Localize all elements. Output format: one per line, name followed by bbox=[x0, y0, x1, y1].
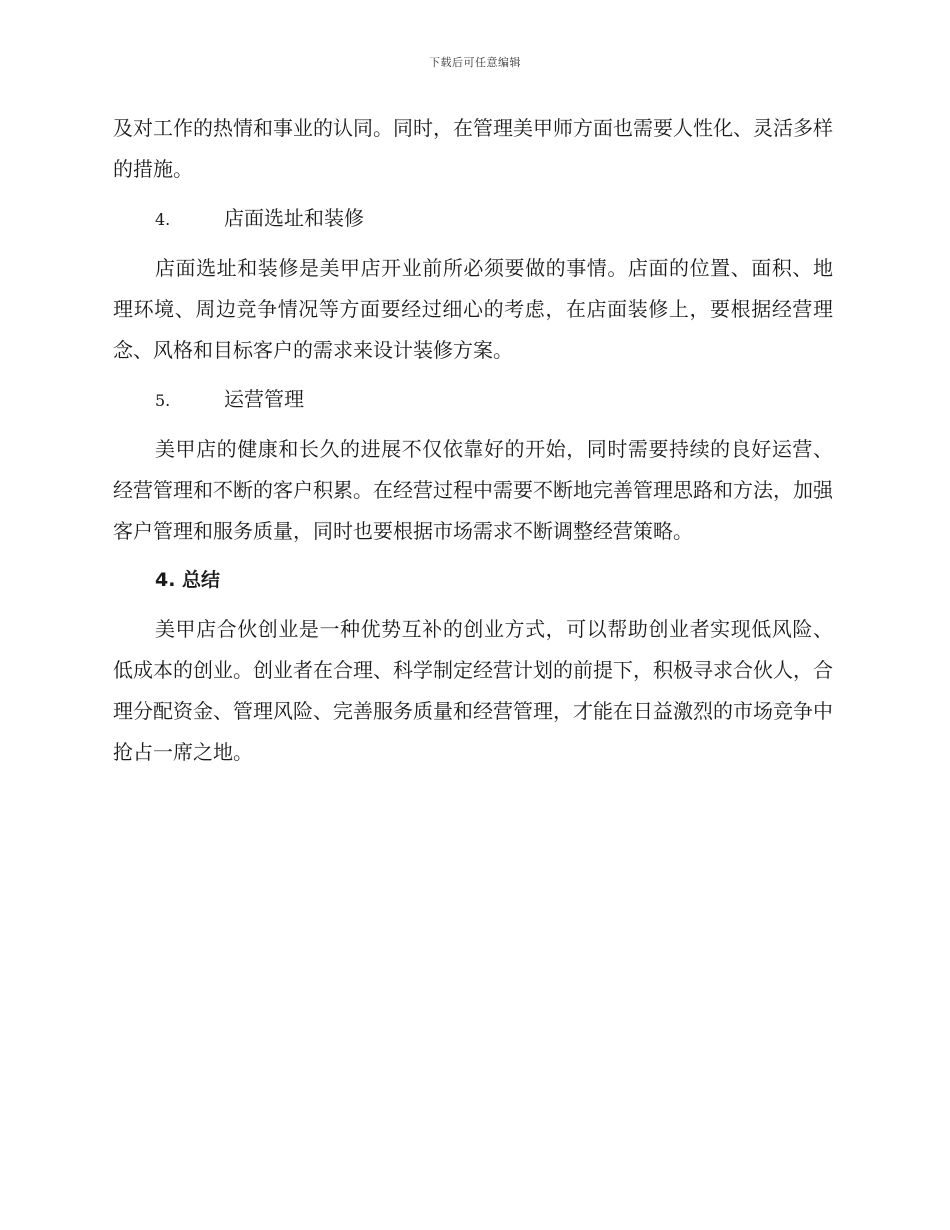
page-header: 下载后可任意编辑 bbox=[429, 56, 521, 69]
continuation-paragraph: 及对工作的热情和事业的认同。同时，在管理美甲师方面也需要人性化、灵活多样的措施。 bbox=[113, 116, 833, 181]
item-title: 运营管理 bbox=[224, 387, 304, 411]
item-number: 4. bbox=[155, 210, 171, 229]
storefront-paragraph: 店面选址和装修是美甲店开业前所必须要做的事情。店面的位置、面积、地理环境、周边竞争情况等方面要经过细心的考虑，在店面装修上，要根据经营理念、风格和目标客户的需求来设计装修方案。 bbox=[113, 256, 833, 362]
item-title: 店面选址和装修 bbox=[224, 206, 364, 230]
item-heading-storefront bbox=[113, 198, 833, 240]
section-heading-summary: 4. 总结 bbox=[155, 569, 221, 591]
item-number: 5. bbox=[155, 391, 171, 410]
document-body bbox=[113, 108, 833, 773]
operations-paragraph: 美甲店的健康和长久的进展不仅依靠好的开始，同时需要持续的良好运营、经营管理和不断的客户积累。在经营过程中需要不断地完善管理思路和方法，加强客户管理和服务质量，同时也要根据市场需求不断调整经营策略。 bbox=[113, 437, 833, 543]
summary-paragraph: 美甲店合伙创业是一种优势互补的创业方式，可以帮助创业者实现低风险、低成本的创业。创业者在合理、科学制定经营计划的前提下，积极寻求合伙人，合理分配资金、管理风险、完善服务质量和经营管理，才能在日益激烈的市场竞争中抢占一席之地。 bbox=[113, 617, 833, 764]
item-heading-operations bbox=[113, 379, 833, 421]
